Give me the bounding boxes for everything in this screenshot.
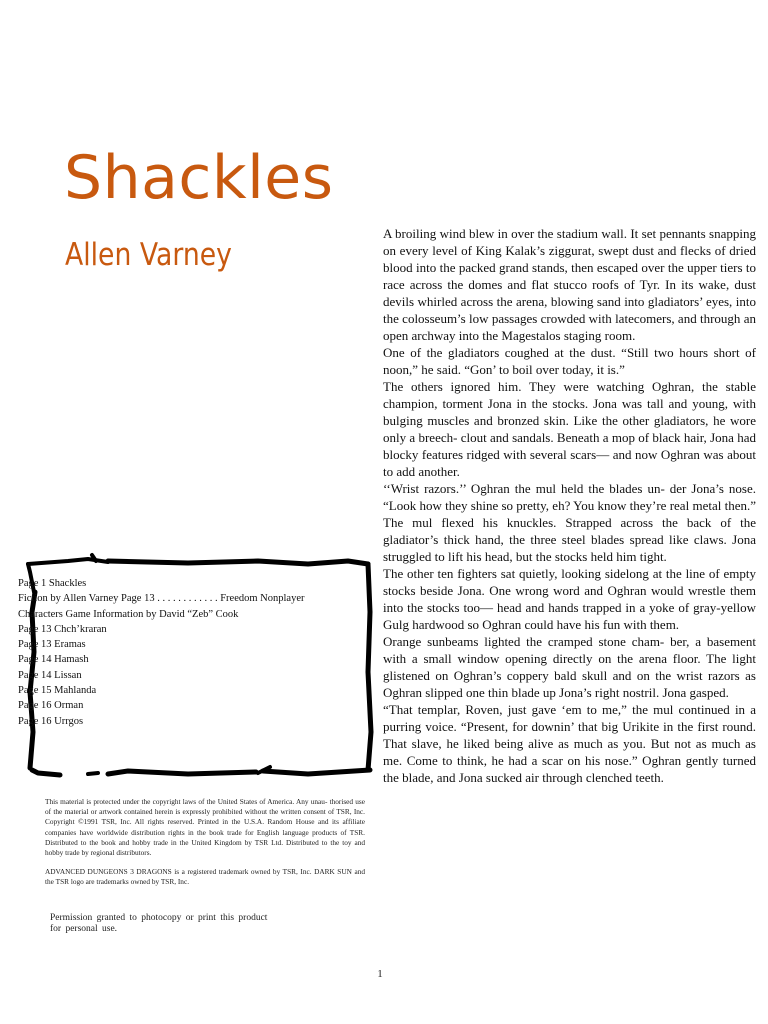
page-number: 1 — [377, 968, 383, 980]
toc-entry: Page 15 Mahlanda — [18, 685, 97, 697]
story-paragraph: “That templar, Roven, just gave ‘em to me,” the mul continued in a purring voice. “Present, for downin’ that big Urikite in the first round. That slave, he liked being alive as much as you. But not as much as me. Come to think, he had a scar on his nose.” Oghran gently turned the blade, and Jona sucked air through clenched teeth. — [383, 702, 756, 785]
story-paragraph: One of the gladiators coughed at the dust. “Still two hours short of noon,” he said. “Gon’ to boil over today, it is.” — [383, 345, 756, 377]
copyright-paragraph: This material is protected under the copyright laws of the United States of America. Any unau- thorised use of the material or artwork contained herein is expressly prohibited without the written consent of TSR, Inc. Copyright ©1991 TSR, Inc. All rights reserved. Printed in the U.S.A. Random House and its affiliate companies have worldwide distribution rights in the book trade for English language products of TSR. Distributed to the book and hobby trade in the United Kingdom by TSR Ltd. Distributed to the toy and hobby trade by regional distributors. — [45, 797, 365, 858]
trademark-paragraph: ADVANCED DUNGEONS 3 DRAGONS is a registered trademark owned by TSR, Inc. DARK SUN and the TSR logo are trademarks owned by TSR, Inc. — [45, 867, 365, 887]
permission-notice: Permission granted to photocopy or print this product for personal use. — [50, 913, 268, 934]
story-paragraph: The others ignored him. They were watching Oghran, the stable champion, torment Jona in the stocks. Jona was tall and young, with bulging muscles and bronzed skin. Like the other gladiators, he wore only a breech- clout and sandals. Beneath a mop of black hair, Jona had blocky features ridged with several scars— and now Oghran was about to add another. — [383, 379, 756, 479]
toc-entry: Fiction by Allen Varney Page 13 . . . . . . . . . . . . Freedom Nonplayer — [18, 593, 305, 605]
story-paragraph: The other ten fighters sat quietly, looking sidelong at the line of empty stocks beside Jona. One wrong word and Oghran would wrestle them into the stocks too— head and hands trapped in a yoke of gray-yellow Gulg hardwood so Oghran could have his fun with them. — [383, 566, 756, 632]
toc-entry: Page 14 Hamash — [18, 654, 89, 666]
toc-entry: Page 14 Lissan — [18, 669, 82, 681]
toc-entry: Page 1 Shackles — [18, 578, 87, 589]
toc-entry: Page 13 Chch’kraran — [18, 623, 107, 635]
toc-entry: Page 13 Eramas — [18, 639, 86, 651]
story-paragraph: Orange sunbeams lighted the cramped stone cham- ber, a basement with a small window opening directly on the arena floor. The light glistened on Oghran’s coppery bald skull and on the wrist razors as Oghran slipped one thin blade up Jona’s right nostril. Jona gasped. — [383, 634, 756, 700]
story-text — [383, 225, 756, 786]
toc-entry: Page 16 Orman — [18, 700, 84, 712]
table-of-contents — [18, 576, 378, 729]
story-paragraph: A broiling wind blew in over the stadium wall. It set pennants snapping on every level of King Kalak’s ziggurat, swept dust and flecks of dried blood into the packed grand stands, then escaped over the upper tiers to race across the domes and flat stucco roofs of Tyr. In its wake, dust devils whirled across the arena, blowing sand into gladiators’ eyes, into the colosseum’s low passages crowded with latecomers, and through an open archway into the Magestalos staging room. — [383, 226, 756, 343]
toc-entry: Page 16 Urrgos — [18, 715, 84, 727]
story-paragraph: ‘‘Wrist razors.’’ Oghran the mul held the blades un- der Jona’s nose. “Look how they shine so pretty, eh? You know they’re real metal then.” The mul flexed his knuckles. Strapped across the back of the gladiator’s thick hand, the three steel blades spread like claws. Jona struggled to lift his head, but the stocks held him tight. — [383, 481, 756, 564]
copyright-notice — [45, 797, 365, 897]
toc-entry: Characters Game Information by David “Zeb” Cook — [18, 608, 239, 620]
story-title: Shackles — [64, 143, 334, 213]
author-name: Allen Varney — [65, 237, 232, 273]
